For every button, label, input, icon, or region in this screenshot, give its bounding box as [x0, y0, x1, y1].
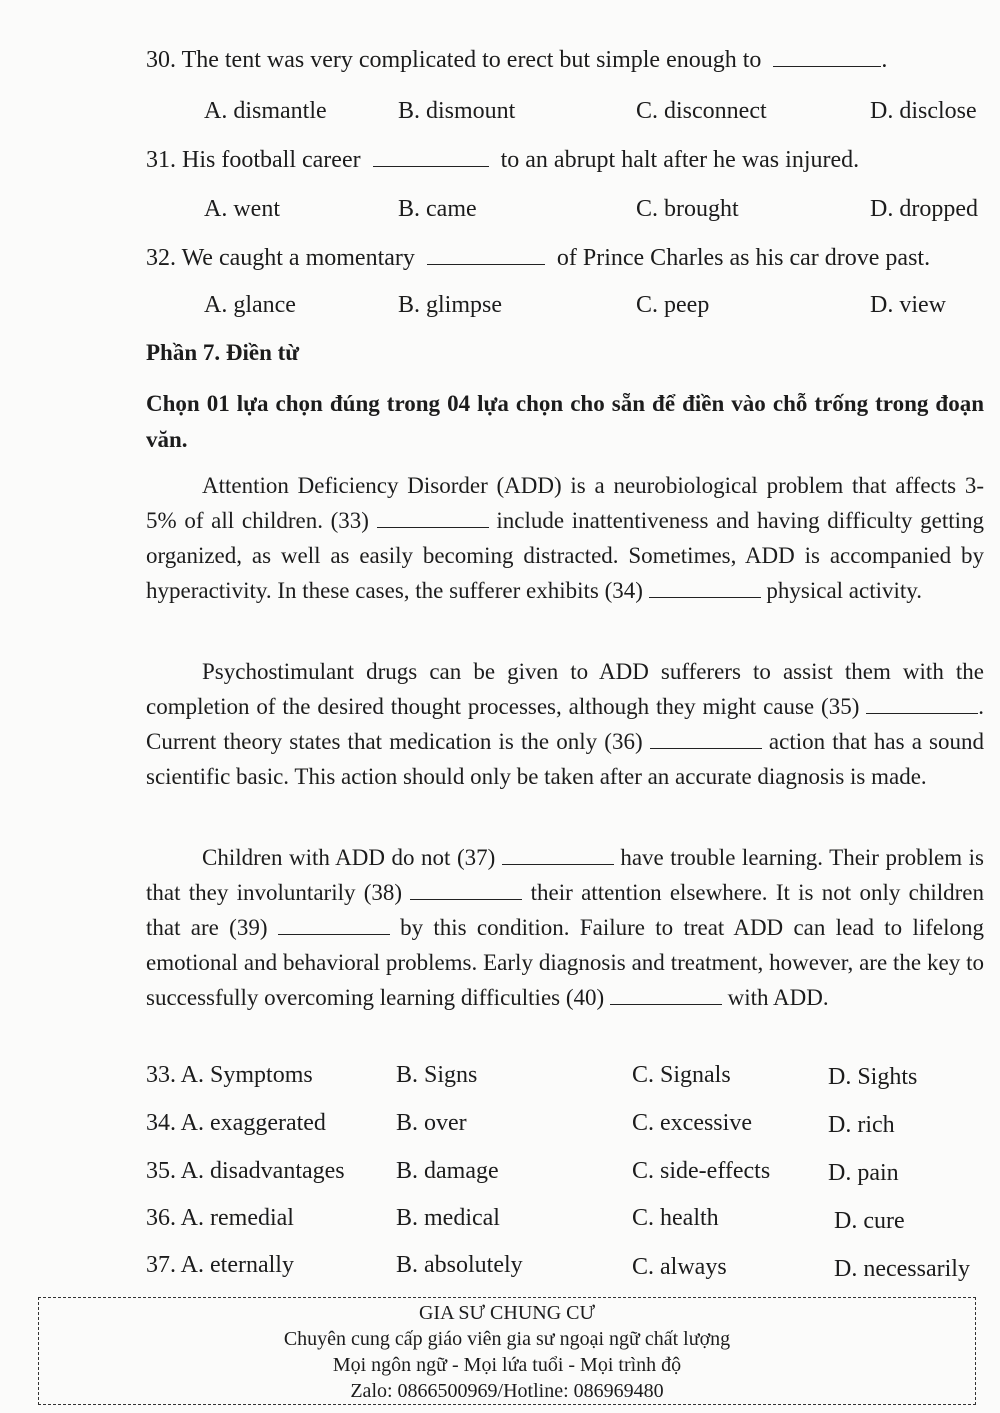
passage-text: Children with ADD do not (37) — [202, 845, 502, 870]
answer-blank — [773, 46, 881, 67]
question-31-end: to an abrupt halt after he was injured. — [500, 147, 860, 173]
answer-35-d: D. pain — [828, 1160, 899, 1186]
answer-35-c: C. side-effects — [632, 1158, 771, 1184]
option-b: B. glimpse — [398, 292, 503, 318]
section-title: Phần 7. Điền từ — [146, 340, 300, 365]
answer-36-a: 36. A. remedial — [146, 1205, 294, 1231]
footer-scope: Mọi ngôn ngữ - Mọi lứa tuổi - Mọi trình độ — [332, 1354, 682, 1376]
option-d: D. view — [870, 292, 946, 318]
answer-36-d: D. cure — [834, 1208, 905, 1234]
passage-text: Attention Deficiency Disorder (ADD) is a neurobiological problem that affects 3-5% of all children. (33) — [146, 473, 984, 533]
answer-36-b: B. medical — [396, 1205, 500, 1231]
option-a: A. glance — [204, 292, 296, 318]
answer-33-a: 33. A. Symptoms — [146, 1062, 313, 1088]
option-d: D. disclose — [870, 98, 977, 124]
footer-tagline: Chuyên cung cấp giáo viên gia sư ngoại ngữ chất lượng — [283, 1328, 731, 1350]
answer-37-d: D. necessarily — [834, 1256, 970, 1282]
blank-39 — [278, 916, 390, 935]
answer-34-c: C. excessive — [632, 1110, 752, 1136]
answer-35-b: B. damage — [396, 1158, 499, 1184]
answer-blank — [373, 146, 489, 167]
option-a: A. dismantle — [204, 98, 327, 124]
answer-33-b: B. Signs — [396, 1062, 478, 1088]
answer-blank — [427, 244, 545, 265]
question-31-stem: 31. His football career — [146, 147, 361, 173]
blank-34 — [649, 579, 761, 598]
blank-40 — [610, 986, 722, 1005]
option-c: C. disconnect — [636, 98, 767, 124]
answer-33-d: D. Sights — [828, 1064, 918, 1090]
passage-text: with ADD. — [721, 985, 829, 1010]
answer-37-b: B. absolutely — [396, 1252, 523, 1278]
option-c: C. brought — [636, 196, 739, 222]
footer-brand: GIA SƯ CHUNG CƯ — [418, 1302, 596, 1324]
answer-35-a: 35. A. disadvantages — [146, 1158, 345, 1184]
question-32 — [146, 244, 930, 272]
passage-paragraph-2 — [146, 654, 984, 794]
question-32-end: of Prince Charles as his car drove past. — [556, 245, 931, 271]
blank-38 — [410, 881, 522, 900]
option-b: B. dismount — [398, 98, 516, 124]
answer-36-c: C. health — [632, 1205, 719, 1231]
option-c: C. peep — [636, 292, 710, 318]
blank-35 — [866, 695, 978, 714]
option-d: D. dropped — [870, 196, 978, 222]
passage-paragraph-3 — [146, 840, 984, 1015]
footer-contact: Zalo: 0866500969/Hotline: 086969480 — [350, 1380, 664, 1402]
passage-text: by this condition. Failure to treat ADD can lead to lifelong emotional and behavioral problems. Early diagnosis and treatment, however, are the key to successfully overcoming learning difficulties (40) — [146, 915, 985, 1010]
passage-paragraph-1 — [146, 468, 984, 608]
passage-text: have trouble learning. Their problem is that they involuntarily (38) — [146, 845, 984, 905]
question-30-end: . — [881, 47, 888, 73]
footer-ad-box — [38, 1297, 976, 1405]
answer-37-a: 37. A. eternally — [146, 1252, 294, 1278]
option-a: A. went — [204, 196, 280, 222]
passage-text: . Current theory states that medication is the only (36) — [146, 694, 984, 754]
option-b: B. came — [398, 196, 477, 222]
answer-34-d: D. rich — [828, 1112, 895, 1138]
answer-34-a: 34. A. exaggerated — [146, 1110, 326, 1136]
answer-37-c: C. always — [632, 1254, 727, 1280]
passage-text: their attention elsewhere. It is not only children that are (39) — [146, 880, 984, 940]
blank-36 — [650, 730, 762, 749]
passage-text: Psychostimulant drugs can be given to ADD sufferers to assist them with the completion of the desired thought processes, although they might cause (35) — [146, 659, 984, 719]
question-30 — [146, 46, 887, 74]
answer-34-b: B. over — [396, 1110, 467, 1136]
question-31 — [146, 146, 859, 174]
passage-text: include inattentiveness and having difficulty getting organized, as well as easily becoming distracted. Sometimes, ADD is accompanied by hyperactivity. In these cases, the sufferer exhibits (34) — [146, 508, 984, 603]
blank-37 — [502, 846, 614, 865]
question-32-stem: 32. We caught a momentary — [146, 245, 415, 271]
passage-text: physical activity. — [760, 578, 923, 603]
blank-33 — [377, 509, 489, 528]
passage-text: action that has a sound scientific basic. This action should only be taken after an accurate diagnosis is made. — [146, 729, 985, 789]
answer-33-c: C. Signals — [632, 1062, 731, 1088]
section-instruction: Chọn 01 lựa chọn đúng trong 04 lựa chọn cho sẵn để điền vào chỗ trống trong đoạn văn. — [146, 391, 984, 452]
question-30-stem: 30. The tent was very complicated to erect but simple enough to — [146, 47, 762, 73]
